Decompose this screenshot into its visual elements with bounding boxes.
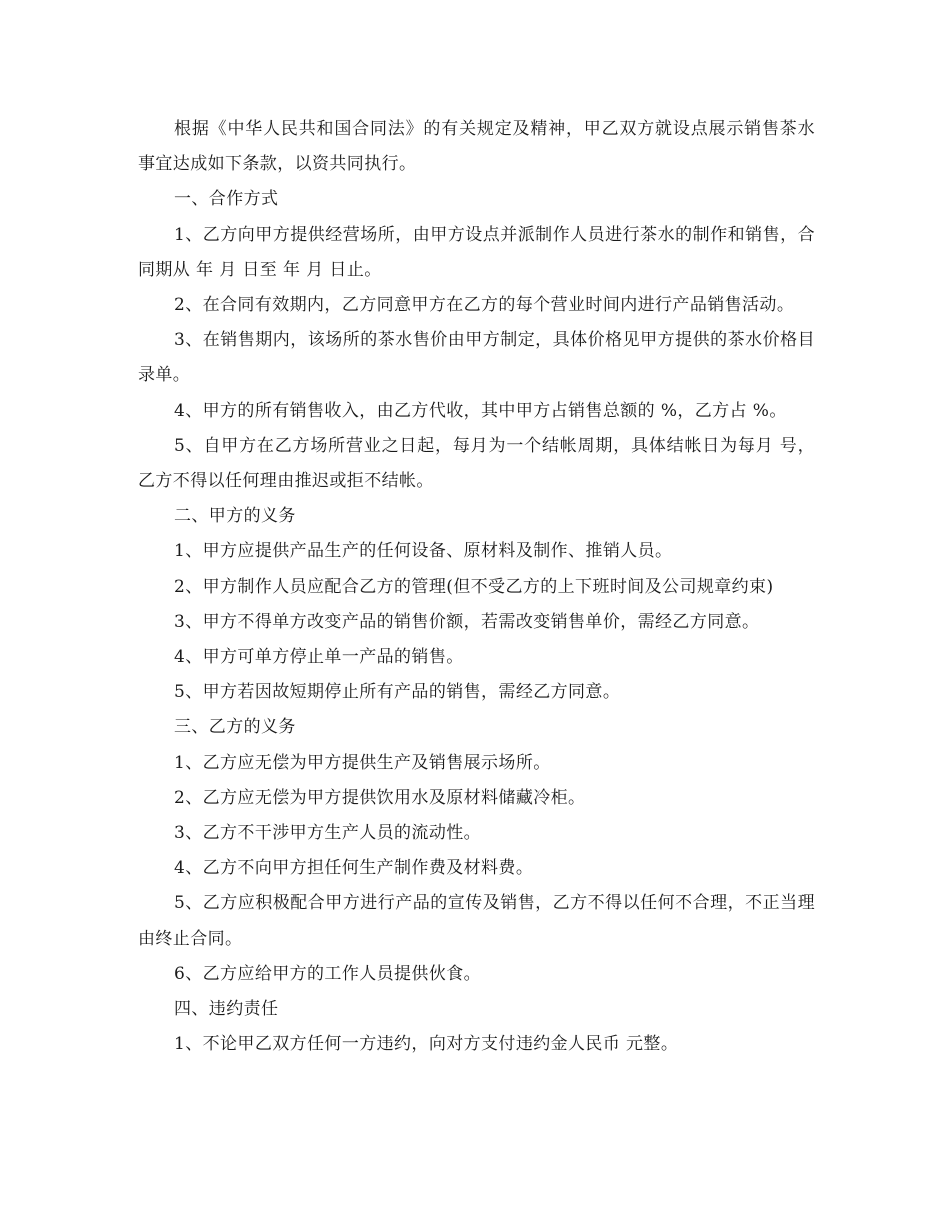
- clause-paragraph: 5、乙方应积极配合甲方进行产品的宣传及销售，乙方不得以任何不合理，不正当理由终止合同。: [138, 893, 815, 949]
- clause-paragraph: 3、在销售期内，该场所的茶水售价由甲方制定，具体价格见甲方提供的茶水价格目录单。: [138, 330, 815, 386]
- section-heading-party-b-obligations: 三、乙方的义务: [174, 717, 296, 738]
- clause-paragraph: 5、自甲方在乙方场所营业之日起，每月为一个结帐周期，具体结帐日为每月 号，乙方不得以任何理由推迟或拒不结帐。: [138, 435, 815, 492]
- clause-paragraph: 4、乙方不向甲方担任何生产制作费及材料费。: [174, 858, 534, 879]
- clause-paragraph: 2、甲方制作人员应配合乙方的管理(但不受乙方的上下班时间及公司规章约束): [174, 576, 774, 597]
- clause-paragraph: 1、甲方应提供产品生产的任何设备、原材料及制作、推销人员。: [174, 541, 673, 562]
- section-heading-party-a-obligations: 二、甲方的义务: [174, 506, 296, 527]
- clause-paragraph: 5、甲方若因故短期停止所有产品的销售，需经乙方同意。: [174, 682, 621, 703]
- section-heading-cooperation: 一、合作方式: [174, 189, 279, 210]
- document-body: [138, 112, 815, 1062]
- section-heading-breach-liability: 四、违约责任: [174, 999, 279, 1020]
- preamble-paragraph: 根据《中华人民共和国合同法》的有关规定及精神，甲乙双方就设点展示销售茶水事宜达成如下条款，以资共同执行。: [138, 119, 815, 175]
- clause-paragraph: 4、甲方的所有销售收入，由乙方代收，其中甲方占销售总额的 %，乙方占 %。: [174, 400, 787, 421]
- clause-paragraph: 1、不论甲乙双方任何一方违约，向对方支付违约金人民币 元整。: [174, 1034, 679, 1055]
- clause-paragraph: 3、乙方不干涉甲方生产人员的流动性。: [174, 823, 482, 844]
- clause-paragraph: 3、甲方不得单方改变产品的销售价额，若需改变销售单价，需经乙方同意。: [174, 611, 760, 632]
- clause-paragraph: 6、乙方应给甲方的工作人员提供伙食。: [174, 963, 482, 984]
- clause-paragraph: 2、在合同有效期内，乙方同意甲方在乙方的每个营业时间内进行产品销售活动。: [174, 295, 795, 316]
- clause-paragraph: 4、甲方可单方停止单一产品的销售。: [174, 647, 464, 668]
- clause-paragraph: 1、乙方应无偿为甲方提供生产及销售展示场所。: [174, 752, 551, 773]
- clause-paragraph: 2、乙方应无偿为甲方提供饮用水及原材料储藏冷柜。: [174, 787, 586, 808]
- clause-paragraph: 1、乙方向甲方提供经营场所，由甲方设点并派制作人员进行茶水的制作和销售，合同期从 年 月 日至 年 月 日止。: [138, 224, 815, 280]
